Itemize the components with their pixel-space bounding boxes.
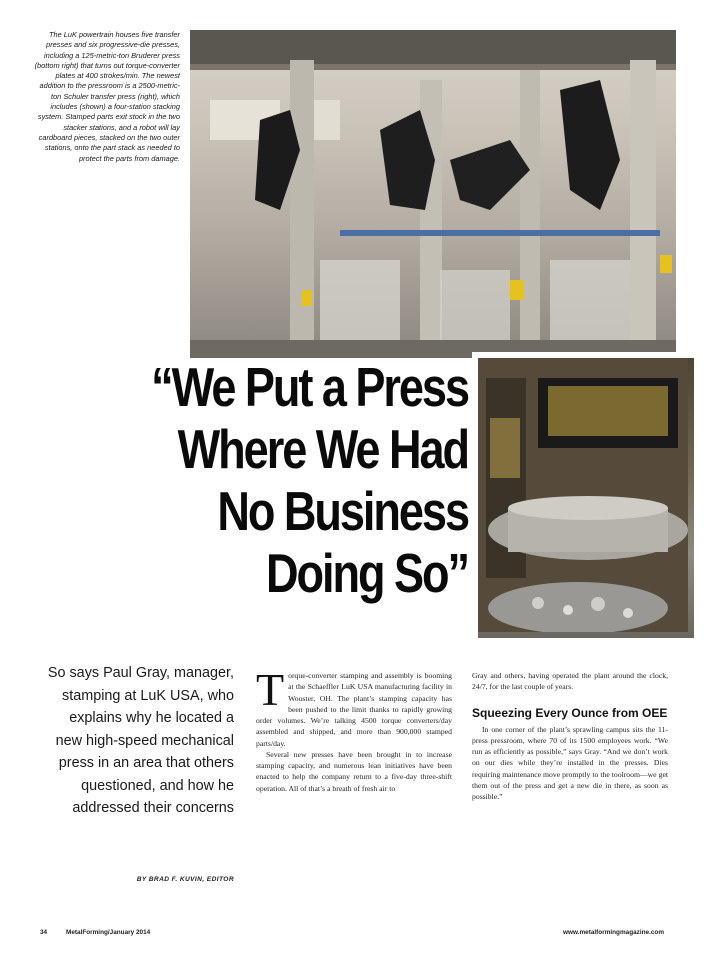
photo-caption: The LuK powertrain houses five transfer presses and six progressive-die presses, including a 125-metric-ton Bruderer press (bottom right) that turns out torque-converter plates at 400 strokes/min. The newest addition to the pressroom is a 2500-metric-ton Schuler transfer press (right), which includes (shown) a four-station stacking system. Stamped parts exit stock in the two stacker stations, and a robot will lay cardboard pieces, stacked on the two outer stations, onto the part stack as needed to protect the parts from damage.: [34, 30, 180, 163]
body-paragraph: Gray and others, having operated the plant around the clock, 24/7, for the last couple of years.: [472, 671, 668, 692]
body-column-2: [472, 670, 668, 802]
body-paragraph: orque-converter stamping and assembly is booming at the Schaeffler LuK USA manufacturing facility in Wooster, OH. The plant’s stamping capacity has been pushed to the limit thanks to rapidly growing order volumes. We’re talking 4500 torque converters/day assembled and shipped, and more than 900,000 stamped parts/day.: [256, 671, 452, 748]
dropcap: T: [256, 664, 285, 715]
headline-line-4: Doing So”: [265, 542, 468, 604]
press-line-illustration: [190, 30, 676, 358]
press-line-photo: [190, 30, 676, 358]
website-url: www.metalformingmagazine.com: [563, 929, 664, 936]
bruderer-press-photo: [472, 352, 694, 638]
headline-line-3: No Business: [217, 480, 468, 542]
body-column-1: [256, 664, 452, 794]
section-subhead: Squeezing Every Ounce from OEE: [472, 705, 668, 720]
headline-line-2: Where We Had: [177, 418, 468, 480]
headline: [107, 356, 468, 604]
press-illustration: [478, 358, 688, 632]
body-paragraph: In one corner of the plant’s sprawling campus sits the 11-press pressroom, where 70 of its 1500 employees work. “We run as efficiently as possible,” says Gray. “And we don’t work on our dies while they’re installed in the presses. Dies requiring maintenance move promptly to the toolroom—we get them out of the press and get a new die in there, as soon as possible.”: [472, 724, 668, 801]
body-paragraph: Several new presses have been brought in to increase stamping capacity, and numerous lean initiatives have been enacted to help the company return to a five-day three-shift operation. All of that’s a breath of fresh air to: [256, 749, 452, 793]
headline-line-1: “We Put a Press: [151, 356, 468, 418]
deck-text: So says Paul Gray, manager, stamping at LuK USA, who explains why he located a new high-speed mechanical press in an area that others questioned, and how he addressed their concerns: [47, 665, 234, 816]
publication-name: MetalForming/January 2014: [66, 929, 151, 936]
byline: BY BRAD F. KUVIN, EDITOR: [136, 876, 234, 883]
page-number: 34: [40, 929, 48, 936]
